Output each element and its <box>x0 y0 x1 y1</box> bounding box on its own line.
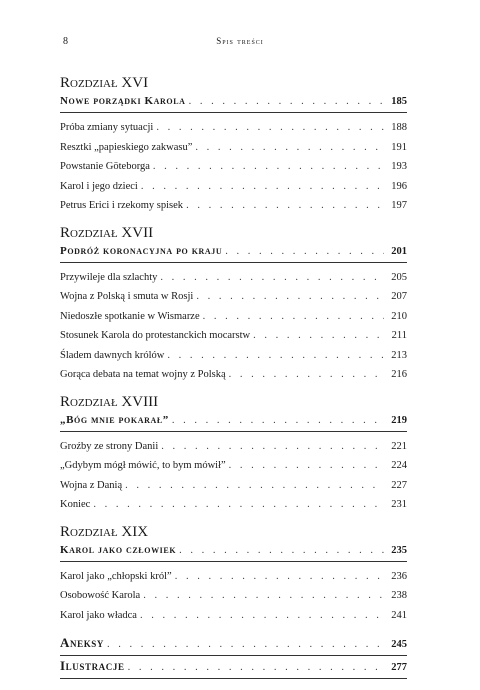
entry-title: Wojna z Polską i smuta w Rosji <box>60 291 194 302</box>
entry-title: Karol i jego dzieci <box>60 180 138 192</box>
dot-leader <box>196 287 384 307</box>
entry-title: Niedoszłe spotkanie w Wismarze <box>60 310 200 322</box>
toc-entry <box>60 268 407 288</box>
chapter-16 <box>60 74 407 216</box>
page-ref: 245 <box>391 639 407 650</box>
chapter-label: Rozdział XVI <box>60 75 149 91</box>
appendix-title: Aneksy <box>60 635 104 650</box>
entry-title: Resztki „papieskiego zakwasu” <box>60 141 193 153</box>
entry-title: Petrus Erici i rzekomy spisek <box>60 200 184 211</box>
dot-leader <box>125 476 384 496</box>
toc-entry <box>60 606 407 626</box>
dot-leader <box>93 495 384 515</box>
dot-leader <box>189 93 384 111</box>
entry-title: Próba zmiany sytuacji <box>60 122 154 133</box>
chapter-label: Rozdział XIX <box>60 523 149 540</box>
page-ref: 238 <box>391 590 407 601</box>
entry-title: Śladem dawnych królów <box>60 349 165 361</box>
chapter-19 <box>60 523 407 626</box>
page-ref: 201 <box>391 245 407 257</box>
page-ref: 241 <box>391 609 407 621</box>
page-ref: 205 <box>391 271 407 283</box>
entry-title: Wojna z Danią <box>60 479 123 491</box>
chapter-title-row <box>60 541 407 562</box>
dot-leader <box>203 307 384 327</box>
dot-leader <box>140 606 384 626</box>
page-ref: 210 <box>391 310 407 322</box>
dot-leader <box>186 196 384 216</box>
toc-entry <box>60 196 407 216</box>
toc-entry <box>60 157 407 177</box>
entry-title: Przywileje dla szlachty <box>60 271 158 283</box>
dot-leader <box>156 118 384 138</box>
toc-entry <box>60 437 407 457</box>
dot-leader <box>141 177 384 197</box>
page-ref: 277 <box>391 662 407 673</box>
chapter-title-row <box>60 242 407 263</box>
dot-leader <box>153 157 384 177</box>
chapter-label: Rozdział XVII <box>60 224 154 241</box>
page-ref: 227 <box>391 479 407 491</box>
appendix-row <box>60 633 407 656</box>
dot-leader <box>128 658 384 678</box>
toc-entry <box>60 177 407 197</box>
toc-entry <box>60 118 407 138</box>
page-number: 8 <box>63 36 68 47</box>
chapter-17 <box>60 224 407 385</box>
entry-title: Groźby ze strony Danii <box>60 440 159 452</box>
chapter-title: Nowe porządki Karola <box>60 95 186 107</box>
illustrations-title: Ilustracje <box>60 658 125 673</box>
dot-leader <box>179 542 384 560</box>
page-ref: 191 <box>391 141 407 153</box>
page-ref: 211 <box>391 330 407 341</box>
entry-title: Koniec <box>60 499 91 510</box>
toc-entry <box>60 586 407 606</box>
entry-title: „Gdybym mógł mówić, to bym mówił” <box>60 460 226 471</box>
toc-entry <box>60 138 407 158</box>
illustrations-row <box>60 656 407 679</box>
page-ref: 188 <box>391 122 407 133</box>
toc-entry <box>60 456 407 476</box>
chapter-18 <box>60 393 407 515</box>
chapter-title: Karol jako człowiek <box>60 543 177 556</box>
page-ref: 213 <box>391 349 407 361</box>
page-ref: 196 <box>391 180 407 192</box>
page-ref: 207 <box>391 291 407 302</box>
page-ref: 236 <box>391 570 407 582</box>
toc-entry <box>60 287 407 307</box>
page-ref: 185 <box>391 96 407 107</box>
toc-entry <box>60 365 407 385</box>
dot-leader <box>195 138 384 158</box>
page-ref: 235 <box>391 544 407 556</box>
dot-leader <box>167 346 384 366</box>
page-ref: 231 <box>391 499 407 510</box>
toc-entry <box>60 307 407 327</box>
chapter-label: Rozdział XVIII <box>60 393 159 410</box>
toc-entry <box>60 326 407 346</box>
entry-title: Stosunek Karola do protestanckich mocarstw <box>60 330 251 341</box>
page-ref: 197 <box>391 200 407 211</box>
dot-leader <box>172 412 384 430</box>
dot-leader <box>229 365 384 385</box>
dot-leader <box>175 567 384 587</box>
toc-entry <box>60 346 407 366</box>
dot-leader <box>161 437 384 457</box>
entry-title: Gorąca debata na temat wojny z Polską <box>60 369 226 380</box>
toc-entry <box>60 476 407 496</box>
page-ref: 219 <box>391 414 407 426</box>
dot-leader <box>143 586 384 606</box>
dot-leader <box>253 326 384 346</box>
dot-leader <box>160 268 384 288</box>
chapter-title: Podróż koronacyjna po kraju <box>60 244 223 257</box>
entry-title: Powstanie Göteborga <box>60 161 150 172</box>
page-ref: 224 <box>391 460 407 471</box>
entry-title: Karol jako „chłopski król” <box>60 570 172 582</box>
entry-title: Osobowość Karola <box>60 590 141 601</box>
toc-entry <box>60 495 407 515</box>
chapter-title-row <box>60 411 407 432</box>
dot-leader <box>107 635 384 655</box>
chapter-title: „Bóg mnie pokarał” <box>60 413 169 426</box>
table-of-contents <box>60 74 407 679</box>
page-ref: 216 <box>391 369 407 380</box>
page-ref: 221 <box>391 440 407 452</box>
toc-entry <box>60 567 407 587</box>
entry-title: Karol jako władca <box>60 609 137 621</box>
dot-leader <box>225 243 384 261</box>
page-ref: 193 <box>391 161 407 172</box>
running-head: Spis treści <box>216 36 264 46</box>
chapter-title-row <box>60 92 407 113</box>
dot-leader <box>229 456 384 476</box>
